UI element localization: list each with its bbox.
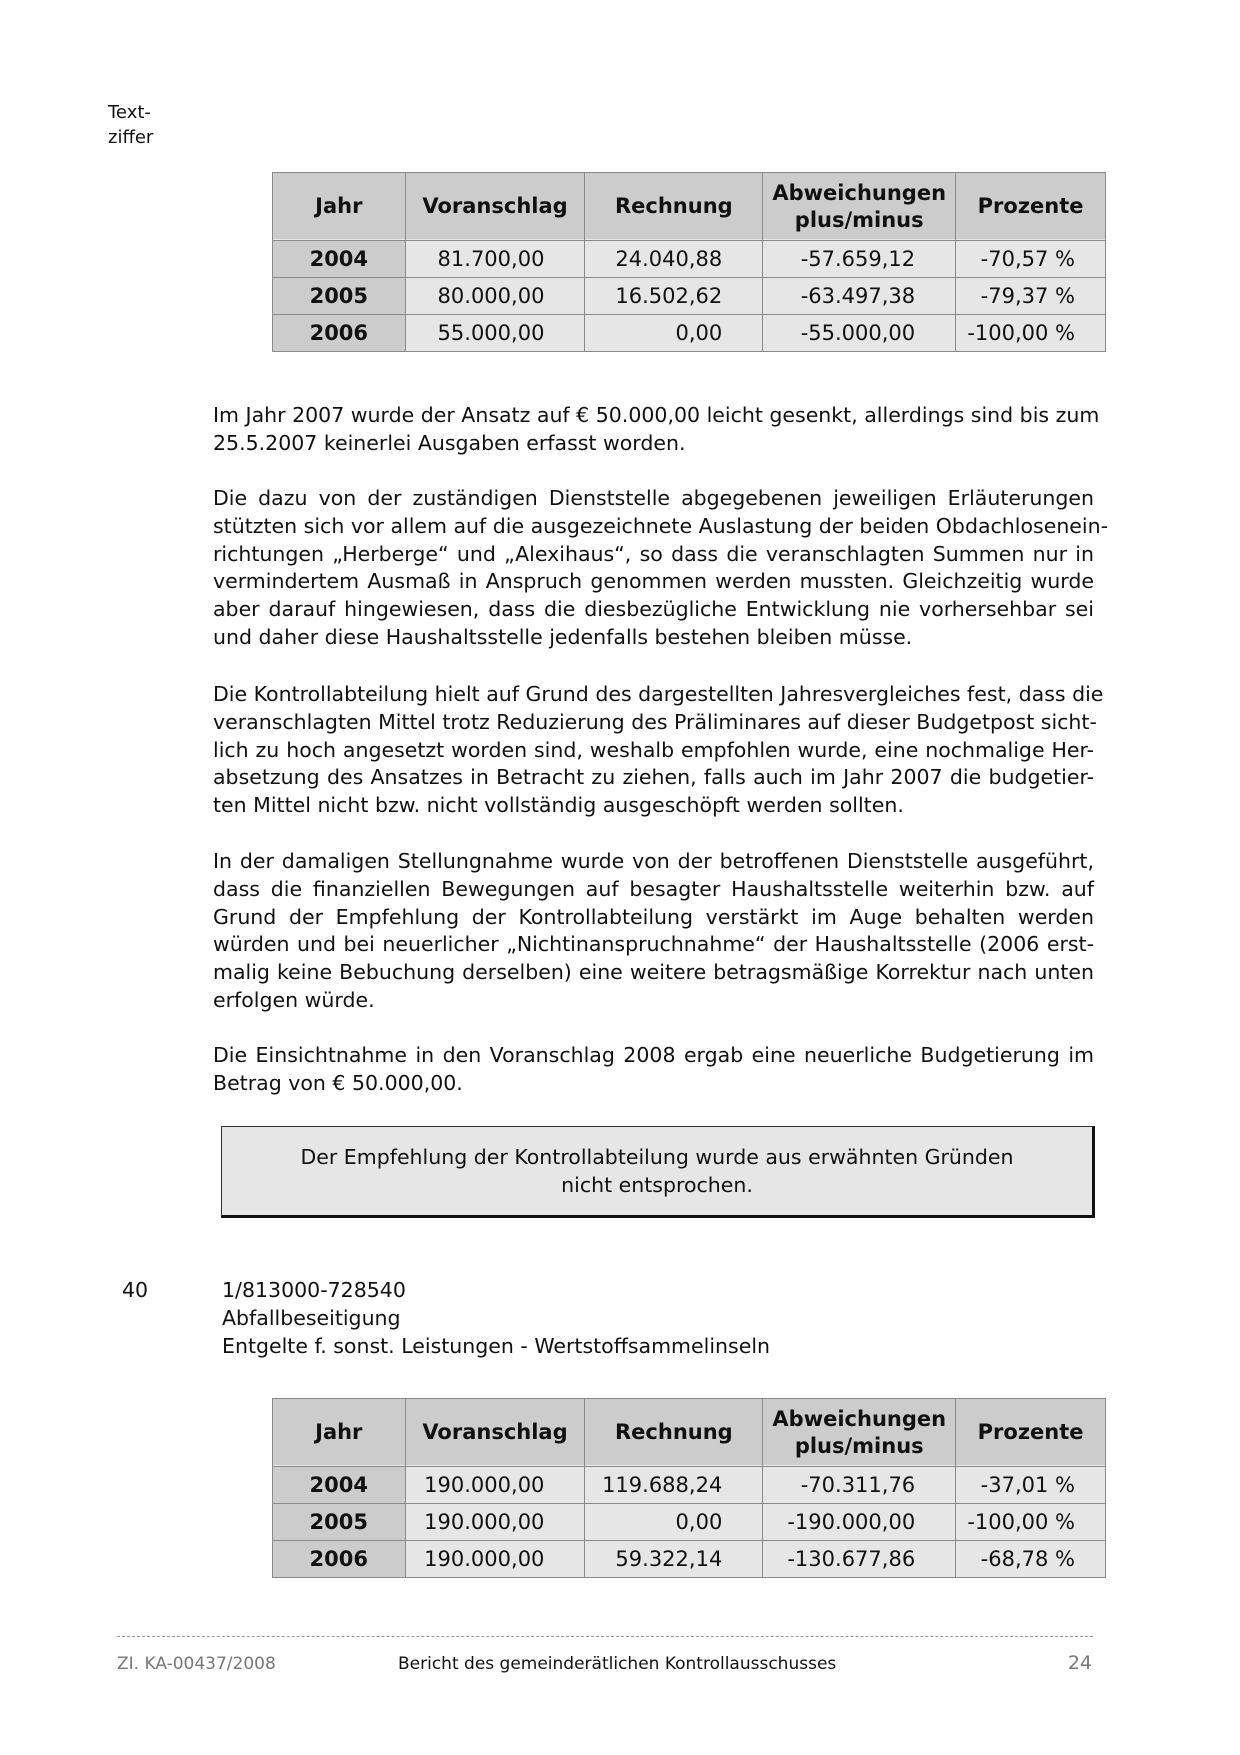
footer-reference: ZI. KA-00437/2008 <box>117 1654 276 1674</box>
cell-rechnung: 24.040,88 <box>585 241 763 278</box>
text-line: Grund der Empfehlung der Kontrollabteilung verstärkt im Auge behalten werden <box>213 904 1094 929</box>
cell-jahr: 2006 <box>273 315 406 352</box>
header-voranschlag: Voranschlag <box>405 173 585 241</box>
budget-table-1 <box>272 172 1106 352</box>
cell-rechnung: 0,00 <box>585 1504 763 1541</box>
cell-prozent: -79,37 % <box>956 278 1106 315</box>
conclusion-box <box>221 1126 1095 1218</box>
cell-abweichung: -130.677,86 <box>763 1541 956 1578</box>
cell-voranschlag: 55.000,00 <box>405 315 585 352</box>
cell-voranschlag: 80.000,00 <box>405 278 585 315</box>
paragraph-ansatz-2007 <box>213 402 1100 458</box>
cell-voranschlag: 81.700,00 <box>405 241 585 278</box>
text-line: 25.5.2007 keinerlei Ausgaben erfasst worden. <box>213 430 686 455</box>
text-line: Die dazu von der zuständigen Dienststelle abgegebenen jeweiligen Erläuterungen <box>213 486 1094 510</box>
text-line: erfolgen würde. <box>213 987 375 1012</box>
margin-label-line1: Text- <box>108 102 151 123</box>
header-abweichungen <box>763 1399 956 1467</box>
table-row <box>273 1541 1106 1578</box>
text-line: In der damaligen Stellungnahme wurde von der betroffenen Dienststelle ausgeführt, <box>213 849 1094 873</box>
margin-label-line2: ziffer <box>108 127 154 148</box>
text-line: malig keine Bebuchung derselben) eine weitere betragsmäßige Korrektur nach unten <box>213 960 1094 985</box>
section-heading <box>222 1276 770 1360</box>
margin-label-textziffer <box>108 100 153 150</box>
cell-abweichung: -63.497,38 <box>763 278 956 315</box>
cell-abweichung: -70.311,76 <box>763 1467 956 1504</box>
text-line: Betrag von € 50.000,00. <box>213 1070 463 1095</box>
cell-jahr: 2005 <box>273 1504 406 1541</box>
section-subtitle: Entgelte f. sonst. Leistungen - Wertstoffsammelinseln <box>222 1334 771 1358</box>
table-header-row <box>273 173 1106 241</box>
header-abweichungen-line1: Abweichungen <box>772 180 947 205</box>
cell-prozent: -100,00 % <box>956 1504 1106 1541</box>
cell-prozent: -68,78 % <box>956 1541 1106 1578</box>
text-line: stützten sich vor allem auf die ausgezeichnete Auslastung der beiden Obdachlosenein- <box>213 513 1109 538</box>
header-rechnung: Rechnung <box>585 1399 763 1467</box>
section-title: Abfallbeseitigung <box>222 1306 401 1330</box>
text-line: veranschlagten Mittel trotz Reduzierung des Präliminares auf dieser Budgetpost sicht- <box>213 709 1097 734</box>
text-line: Die Einsichtnahme in den Voranschlag 2008 ergab eine neuerliche Budgetierung im <box>213 1043 1094 1067</box>
text-line: würden und bei neuerlicher „Nichtinanspruchnahme“ der Haushaltsstelle (2006 erst- <box>213 932 1094 957</box>
table-row <box>273 278 1106 315</box>
cell-jahr: 2006 <box>273 1541 406 1578</box>
cell-abweichung: -57.659,12 <box>763 241 956 278</box>
text-line: Die Kontrollabteilung hielt auf Grund des dargestellten Jahresvergleiches fest, dass die <box>213 682 1104 706</box>
cell-jahr: 2004 <box>273 1467 406 1504</box>
cell-abweichung: -55.000,00 <box>763 315 956 352</box>
header-voranschlag: Voranschlag <box>405 1399 585 1467</box>
cell-prozent: -100,00 % <box>956 315 1106 352</box>
cell-prozent: -37,01 % <box>956 1467 1106 1504</box>
table-row <box>273 1504 1106 1541</box>
text-line: lich zu hoch angesetzt worden sind, weshalb empfohlen wurde, eine nochmalige Her- <box>213 737 1094 762</box>
paragraph-kontrollabteilung <box>213 681 1104 820</box>
text-line: vermindertem Ausmaß in Anspruch genommen werden mussten. Gleichzeitig wurde <box>213 569 1094 594</box>
text-line: ten Mittel nicht bzw. nicht vollständig ausgeschöpft werden sollten. <box>213 793 904 818</box>
table-row <box>273 241 1106 278</box>
header-prozente: Prozente <box>956 173 1106 241</box>
text-line: Im Jahr 2007 wurde der Ansatz auf € 50.000,00 leicht gesenkt, allerdings sind bis zum <box>213 403 1100 427</box>
page-number: 24 <box>1067 1652 1092 1674</box>
header-abweichungen <box>763 173 956 241</box>
header-jahr: Jahr <box>273 1399 406 1467</box>
account-number: 1/813000-728540 <box>222 1278 406 1302</box>
text-line: dass die finanziellen Bewegungen auf besagter Haushaltsstelle weiterhin bzw. auf <box>213 876 1094 901</box>
header-rechnung: Rechnung <box>585 173 763 241</box>
text-line: aber darauf hingewiesen, dass die diesbezügliche Entwicklung nie vorhersehbar sei <box>213 597 1094 622</box>
cell-voranschlag: 190.000,00 <box>405 1504 585 1541</box>
paragraph-stellungnahme <box>213 848 1094 1015</box>
cell-voranschlag: 190.000,00 <box>405 1541 585 1578</box>
header-jahr: Jahr <box>273 173 406 241</box>
cell-voranschlag: 190.000,00 <box>405 1467 585 1504</box>
conclusion-line2: nicht entsprochen. <box>561 1173 753 1197</box>
cell-prozent: -70,57 % <box>956 241 1106 278</box>
header-prozente: Prozente <box>956 1399 1106 1467</box>
budget-table-2 <box>272 1398 1106 1578</box>
cell-jahr: 2004 <box>273 241 406 278</box>
table-row <box>273 315 1106 352</box>
table-header-row <box>273 1399 1106 1467</box>
textziffer-number: 40 <box>122 1278 149 1302</box>
text-line: richtungen „Herberge“ und „Alexihaus“, so dass die veranschlagten Summen nur in <box>213 541 1094 566</box>
cell-rechnung: 0,00 <box>585 315 763 352</box>
footer-title: Bericht des gemeinderätlichen Kontrollausschusses <box>398 1654 837 1674</box>
header-abweichungen-line2: plus/minus <box>794 1433 924 1458</box>
paragraph-erlaeuterungen <box>213 485 1109 652</box>
text-line: und daher diese Haushaltsstelle jedenfalls bestehen bleiben müsse. <box>213 624 913 649</box>
header-abweichungen-line2: plus/minus <box>794 207 924 232</box>
cell-rechnung: 59.322,14 <box>585 1541 763 1578</box>
cell-rechnung: 119.688,24 <box>585 1467 763 1504</box>
table-row <box>273 1467 1106 1504</box>
footer-divider <box>117 1636 1093 1637</box>
conclusion-line1: Der Empfehlung der Kontrollabteilung wurde aus erwähnten Gründen <box>300 1145 1014 1169</box>
cell-jahr: 2005 <box>273 278 406 315</box>
header-abweichungen-line1: Abweichungen <box>772 1406 947 1431</box>
cell-rechnung: 16.502,62 <box>585 278 763 315</box>
paragraph-voranschlag-2008 <box>213 1042 1094 1098</box>
text-line: absetzung des Ansatzes in Betracht zu ziehen, falls auch im Jahr 2007 die budgetier- <box>213 765 1094 790</box>
cell-abweichung: -190.000,00 <box>763 1504 956 1541</box>
